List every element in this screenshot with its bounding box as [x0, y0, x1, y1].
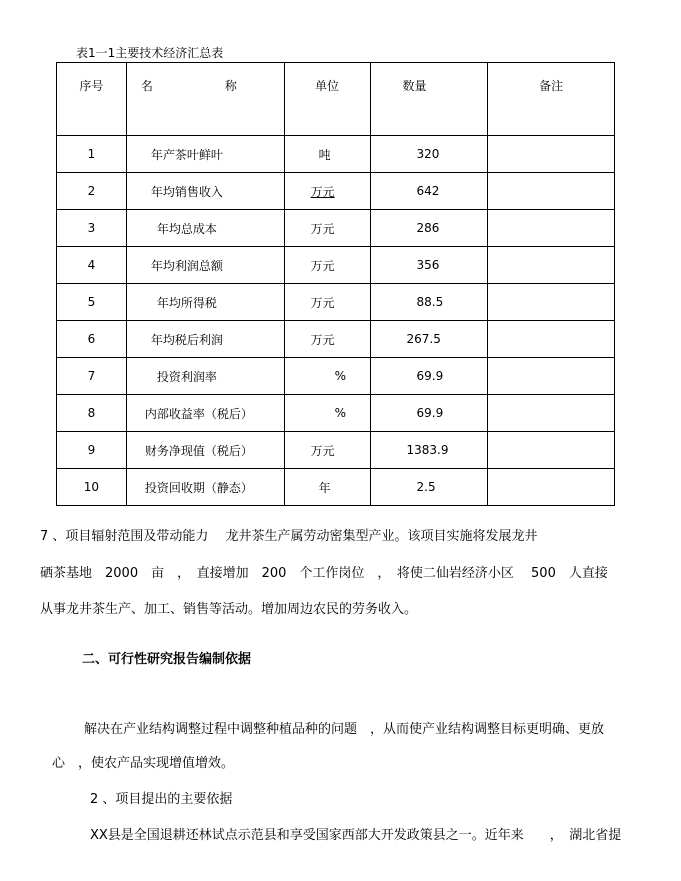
row-unit: 万元	[284, 284, 370, 321]
table-row	[57, 284, 615, 321]
table-row	[57, 469, 615, 506]
row-note	[488, 284, 615, 321]
row-qty: 642	[370, 173, 488, 210]
row-name: 投资利润率	[126, 358, 284, 395]
row-note	[488, 210, 615, 247]
row-qty: 286	[370, 210, 488, 247]
row-qty: 320	[370, 136, 488, 173]
row-note	[488, 395, 615, 432]
row-no: 3	[57, 210, 127, 247]
row-no: 5	[57, 284, 127, 321]
paragraph-7-line-3: 从事龙井茶生产、加工、销售等活动。增加周边农民的劳务收入。	[40, 602, 418, 617]
row-name: 年产茶叶鲜叶	[126, 136, 284, 173]
last-line: XX县是全国退耕还林试点示范县和享受国家西部大开发政策县之一。近年来 ， 湖北省提	[90, 828, 622, 843]
table-row	[57, 395, 615, 432]
table-row	[57, 247, 615, 284]
row-note	[488, 173, 615, 210]
summary-table	[56, 62, 615, 506]
row-no: 1	[57, 136, 127, 173]
row-no: 4	[57, 247, 127, 284]
row-note	[488, 321, 615, 358]
row-no: 2	[57, 173, 127, 210]
row-unit: 万元	[284, 432, 370, 469]
header-qty: 数量	[370, 63, 488, 136]
row-no: 8	[57, 395, 127, 432]
row-note	[488, 136, 615, 173]
row-unit: 吨	[284, 136, 370, 173]
row-name: 年均所得税	[126, 284, 284, 321]
row-name: 内部收益率（税后）	[126, 395, 284, 432]
table-row	[57, 321, 615, 358]
table-row	[57, 210, 615, 247]
header-unit: 单位	[284, 63, 370, 136]
row-no: 9	[57, 432, 127, 469]
row-qty: 267.5	[370, 321, 488, 358]
row-unit: 万元	[284, 247, 370, 284]
basis-line-1: 解决在产业结构调整过程中调整种植品种的问题 ，从而使产业结构调整目标更明确、更放	[84, 722, 605, 737]
row-qty: 69.9	[370, 358, 488, 395]
table-header-row	[57, 63, 615, 136]
row-qty: 69.9	[370, 395, 488, 432]
row-unit: %	[284, 358, 370, 395]
paragraph-7-line-1: 7 、项目辐射范围及带动能力 龙井茶生产属劳动密集型产业。该项目实施将发展龙井	[40, 529, 538, 544]
row-no: 6	[57, 321, 127, 358]
row-name: 投资回收期（静态）	[126, 469, 284, 506]
row-qty: 356	[370, 247, 488, 284]
table-row	[57, 432, 615, 469]
header-no: 序号	[57, 63, 127, 136]
table-row	[57, 173, 615, 210]
header-name: 名 称	[126, 63, 284, 136]
row-unit: 万元	[284, 173, 370, 210]
sub-heading: 2 、项目提出的主要依据	[90, 792, 233, 807]
row-unit: %	[284, 395, 370, 432]
row-note	[488, 469, 615, 506]
section-heading: 二、可行性研究报告编制依据	[82, 652, 252, 667]
row-name: 年均总成本	[126, 210, 284, 247]
row-note	[488, 358, 615, 395]
row-no: 7	[57, 358, 127, 395]
table-row	[57, 136, 615, 173]
row-name: 年均销售收入	[126, 173, 284, 210]
row-unit: 年	[284, 469, 370, 506]
basis-line-2: 心 ，使农产品实现增值增效。	[52, 756, 235, 771]
row-unit: 万元	[284, 321, 370, 358]
row-qty: 2.5	[370, 469, 488, 506]
row-name: 年均税后利润	[126, 321, 284, 358]
table-row	[57, 358, 615, 395]
row-no: 10	[57, 469, 127, 506]
paragraph-7-line-2: 硒茶基地 2000 亩 ， 直接增加 200 个工作岗位 ， 将使二仙岩经济小区 500 人直接	[40, 566, 608, 581]
row-name: 年均利润总额	[126, 247, 284, 284]
row-name: 财务净现值（税后）	[126, 432, 284, 469]
row-qty: 88.5	[370, 284, 488, 321]
header-note: 备注	[488, 63, 615, 136]
row-note	[488, 247, 615, 284]
row-qty: 1383.9	[370, 432, 488, 469]
row-note	[488, 432, 615, 469]
row-unit: 万元	[284, 210, 370, 247]
table-caption: 表1一1主要技术经济汇总表	[76, 46, 224, 60]
